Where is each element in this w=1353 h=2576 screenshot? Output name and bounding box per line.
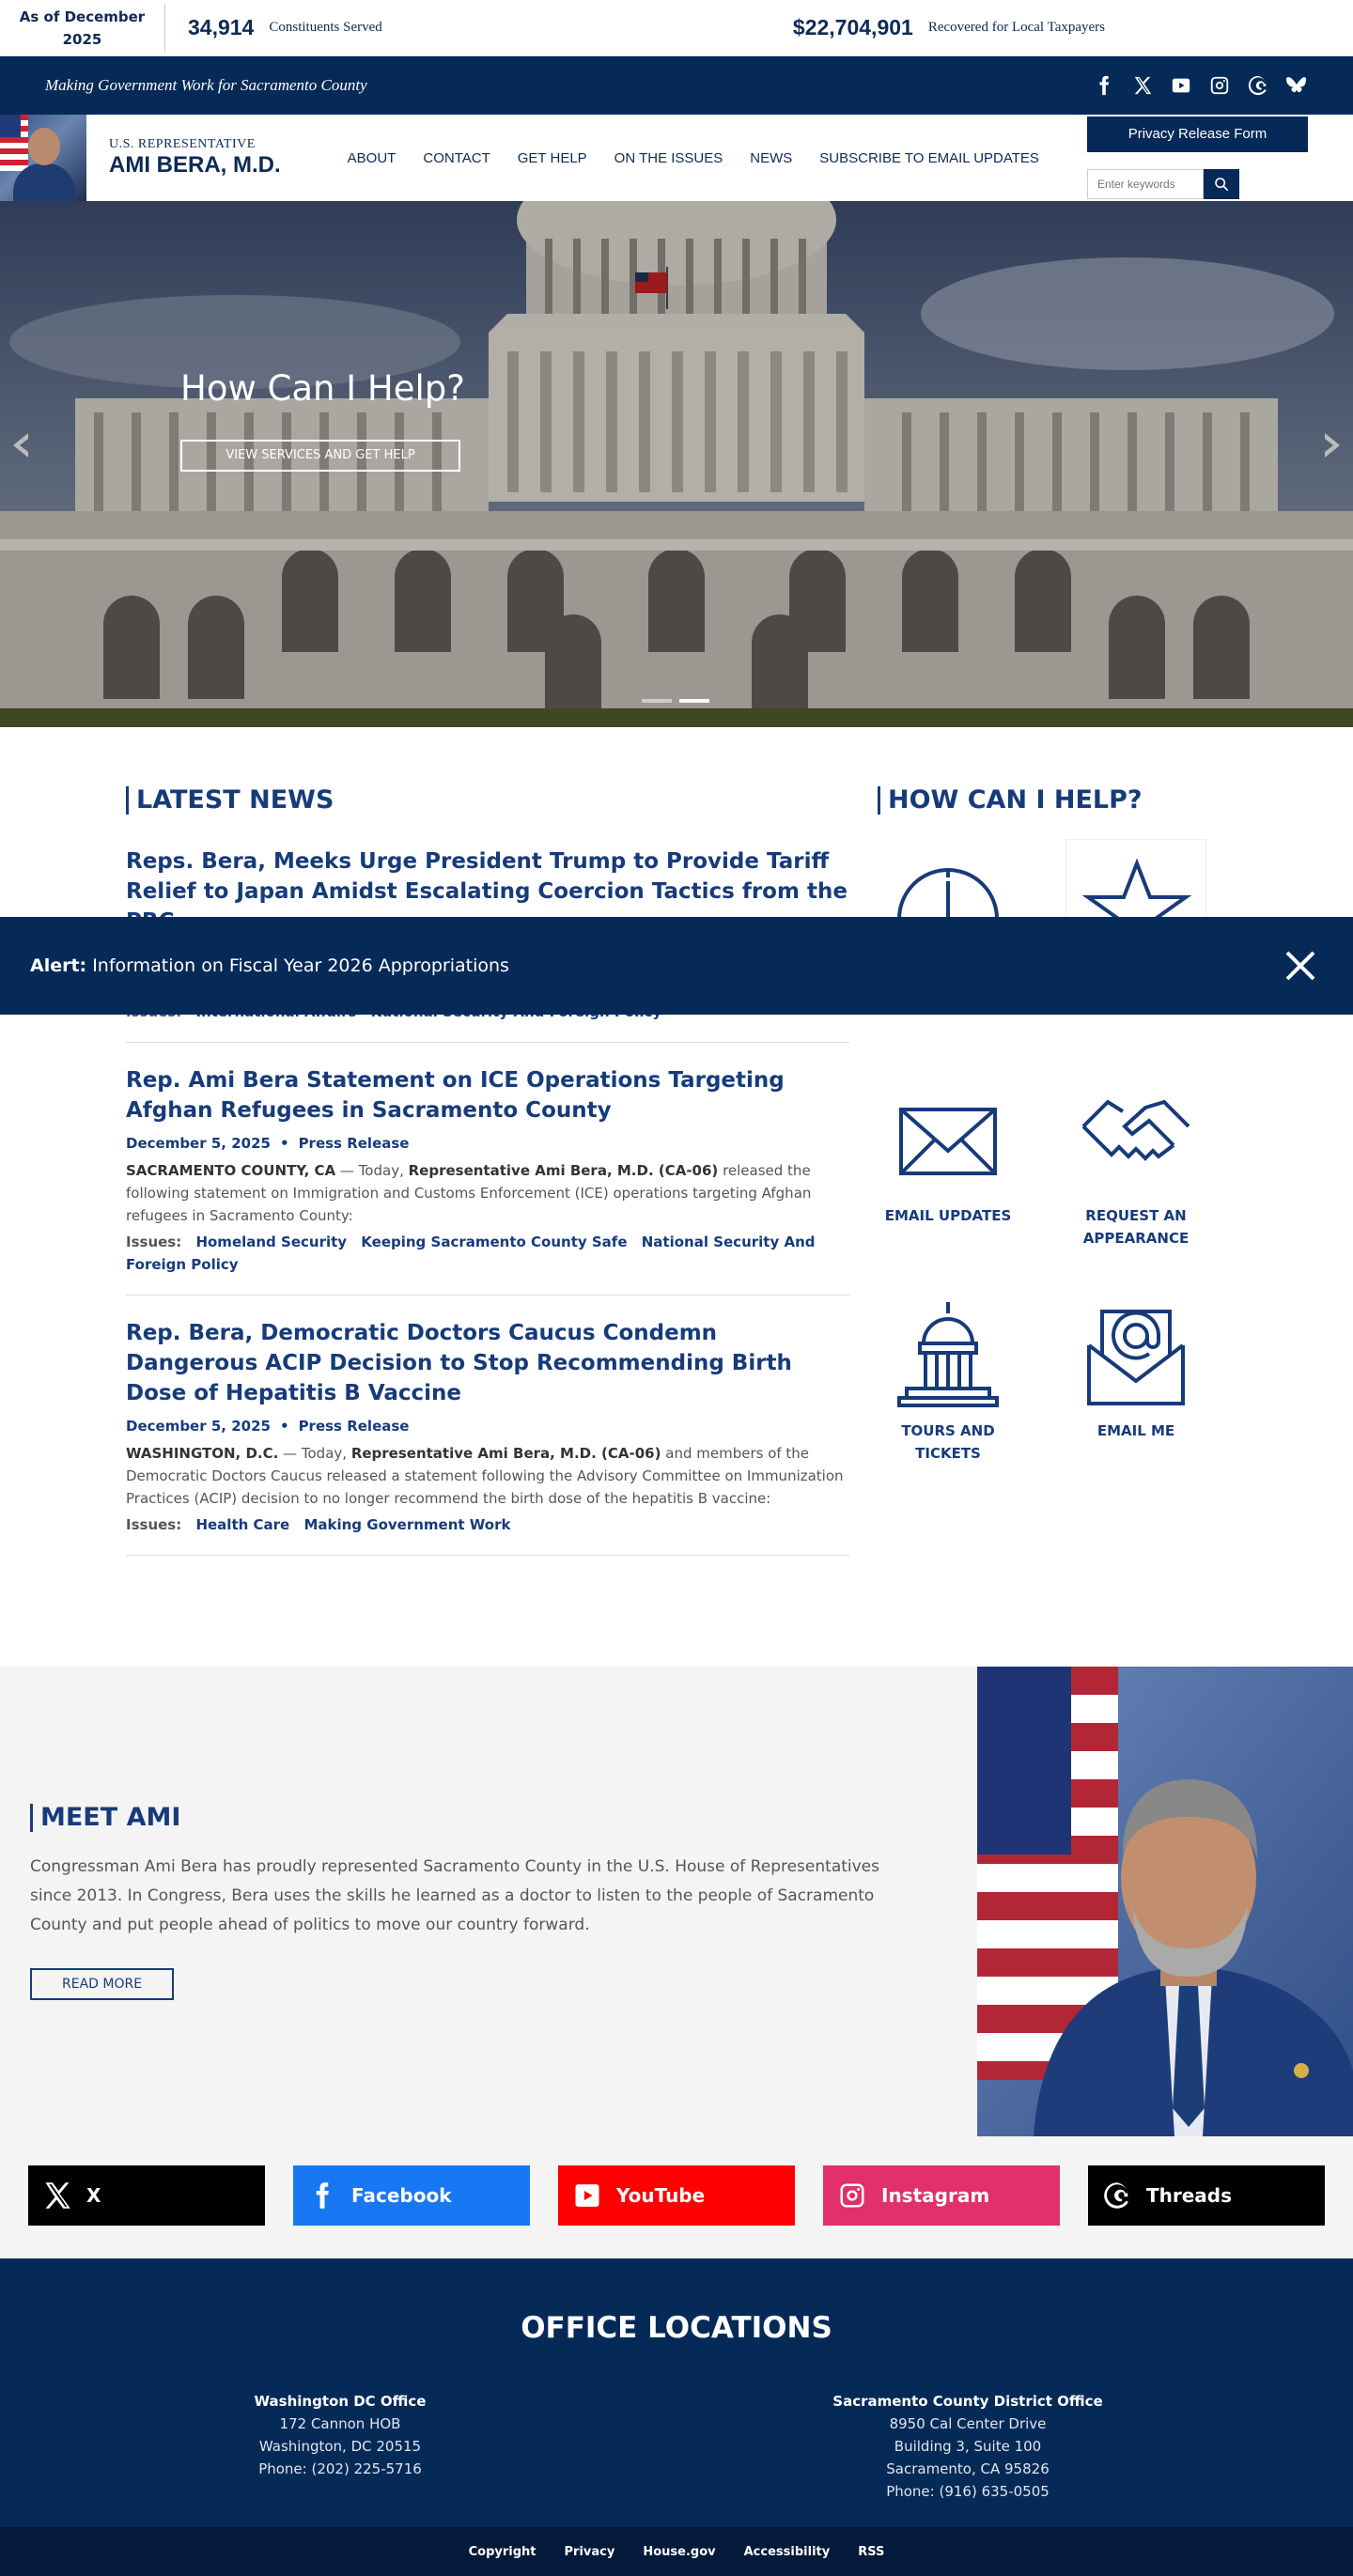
rep-portrait-thumbnail[interactable] [0,115,86,201]
sacramento-office [808,2390,1128,2503]
news-type-link[interactable]: Press Release [298,1418,410,1435]
help-label: TOURS AND TICKETS [901,1422,995,1462]
capitol-dome-icon [892,1298,1004,1411]
news-date: December 5, 2025 [126,1418,271,1435]
youtube-icon[interactable] [1170,74,1192,97]
facebook-button-label: Facebook [351,2184,452,2207]
alert-prefix: Alert: [30,955,87,976]
constituents-served-stat [188,15,382,40]
issue-tag[interactable]: National Security And Foreign Policy [126,1234,816,1273]
hero-title: How Can I Help? [180,368,465,409]
youtube-button-label: YouTube [616,2184,706,2207]
news-rep-name: Representative Ami Bera, M.D. (CA-06) [408,1162,719,1179]
x-icon[interactable] [1131,74,1154,97]
x-icon [43,2181,71,2210]
office-address: 8950 Cal Center Drive [889,2415,1047,2432]
help-title: HOW CAN I HELP? [878,786,1235,815]
news-title-link[interactable]: Rep. Ami Bera Statement on ICE Operations Targeting Afghan Refugees in Sacramento County [126,1068,785,1123]
carousel-dot-1[interactable] [642,699,672,703]
news-body-pre: — Today, [335,1162,409,1179]
youtube-icon [573,2181,601,2210]
meet-title: MEET AMI [30,1804,913,1832]
threads-icon[interactable] [1247,74,1269,97]
privacy-link[interactable]: Privacy [564,2544,615,2559]
news-body-post: released the following statement on Immigration and Customs Enforcement (ICE) operations targeting Afghan refugees in Sacramento County: [126,1162,812,1224]
social-buttons-bar [0,2136,1353,2258]
email-at-icon [1080,1298,1192,1411]
served-label: Constituents Served [269,20,382,35]
search-input[interactable] [1087,169,1204,199]
nav-right [1087,116,1308,199]
recovered-number: $22,704,901 [792,15,913,39]
help-label: EMAIL UPDATES [884,1207,1012,1224]
nav-about[interactable]: ABOUT [347,149,397,166]
news-date: December 5, 2025 [126,1135,271,1152]
news-item [126,1065,849,1296]
x-button[interactable] [28,2165,265,2226]
news-dateline: SACRAMENTO COUNTY, CA [126,1162,336,1179]
threads-button[interactable] [1088,2165,1325,2226]
rep-portrait-photo [977,1667,1353,2136]
nav-subscribe[interactable]: SUBSCRIBE TO EMAIL UPDATES [819,149,1039,166]
office-address: Washington, DC 20515 [258,2438,422,2455]
help-label: EMAIL ME [1096,1422,1175,1439]
request-appearance-card[interactable] [1065,1069,1206,1249]
news-title-link[interactable]: Rep. Bera, Democratic Doctors Caucus Condemn Dangerous ACIP Decision to Stop Recommending Birth Dose of Hepatitis B Vaccine [126,1321,792,1405]
news-item [126,1318,849,1556]
bullet: • [279,1418,289,1435]
stats-date-line2: 2025 [62,30,102,48]
carousel-prev-arrow-icon[interactable] [9,431,32,459]
news-issues [126,1231,849,1276]
stats-bar [0,0,1353,56]
office-locations-footer [0,2258,1353,2553]
stats-date-line1: As of December [19,8,146,25]
alert-banner [0,917,1353,1015]
rss-link[interactable]: RSS [858,2544,885,2559]
portrait-suit [13,163,75,201]
read-more-button[interactable]: READ MORE [30,1968,174,2000]
news-body-post: and members of the Democratic Doctors Caucus released a statement following the Advisory Committee on Immunization Practices (ACIP) decision to no longer recommend the birth dose of the hepatitis B vaccine: [126,1445,844,1507]
office-address: Sacramento, CA 95826 [886,2460,1050,2477]
search-button[interactable] [1204,169,1239,199]
recovered-stat [793,15,1105,40]
issue-tag[interactable]: Making Government Work [303,1516,511,1533]
email-me-card[interactable] [1065,1284,1206,1442]
handshake-icon [1080,1083,1192,1196]
news-meta [126,1418,849,1435]
tagline-bar [0,56,1353,115]
served-number: 34,914 [188,15,255,39]
alert-text[interactable] [30,955,509,976]
tours-tickets-card[interactable] [878,1284,1019,1465]
meet-ami-section [0,1667,1353,2136]
carousel-next-arrow-icon[interactable] [1321,431,1344,459]
social-icons [1093,74,1308,97]
news-rep-name: Representative Ami Bera, M.D. (CA-06) [350,1445,661,1462]
carousel-dot-2[interactable] [679,699,709,703]
news-body-pre: — Today, [278,1445,351,1462]
latest-news-title: LATEST NEWS [126,786,849,815]
instagram-icon[interactable] [1208,74,1231,97]
search-form [1087,169,1308,199]
privacy-release-button[interactable]: Privacy Release Form [1087,116,1308,152]
nav-contact[interactable]: CONTACT [423,149,490,166]
office-phone: Phone: (916) 635-0505 [886,2483,1050,2500]
meet-text [30,1804,913,2000]
nav-menu [348,150,1039,166]
news-dateline: WASHINGTON, D.C. [126,1445,279,1462]
main-content [0,727,1353,1667]
facebook-icon[interactable] [1093,74,1115,97]
hero-carousel [0,201,1353,727]
house-gov-link[interactable]: House.gov [643,2544,716,2559]
office-phone: Phone: (202) 225-5716 [258,2460,422,2477]
instagram-icon [838,2181,866,2210]
portrait-face [28,128,60,165]
news-summary [126,1159,849,1227]
issues-label: Issues: [126,1516,182,1533]
recovered-label: Recovered for Local Taxpayers [927,20,1105,35]
email-updates-card[interactable] [878,1069,1019,1227]
facebook-icon [308,2181,336,2210]
flag-canton [0,115,21,137]
bottom-links-bar [0,2527,1353,2576]
news-meta [126,1135,849,1152]
logo-title: AMI BERA, M.D. [109,152,281,178]
tagline: Making Government Work for Sacramento County [45,76,367,94]
accessibility-link[interactable]: Accessibility [743,2544,831,2559]
nav-news[interactable]: NEWS [750,149,793,166]
logo-subtitle: U.S. REPRESENTATIVE [109,137,256,151]
search-icon [1214,177,1229,192]
news-summary [126,1442,849,1510]
bullet: • [279,1135,289,1152]
office-name: Sacramento County District Office [832,2393,1103,2410]
news-issues [126,1513,849,1536]
bluesky-icon[interactable] [1285,74,1308,97]
how-can-i-help-section [878,785,1235,1462]
issue-tag[interactable]: Health Care [195,1516,290,1533]
threads-button-label: Threads [1146,2184,1233,2207]
office-address: 172 Cannon HOB [279,2415,401,2432]
threads-icon [1103,2181,1131,2210]
news-title-link[interactable]: Reps. Bera, Meeks Urge President Trump to Provide Tariff Relief to Japan Amidst Escalating Coercion Tactics from the [126,849,848,904]
site-logo[interactable] [109,137,281,178]
view-services-button[interactable]: VIEW SERVICES AND GET HELP [180,440,460,472]
stats-date [0,4,165,53]
facebook-button[interactable] [293,2165,530,2226]
office-locations-title: OFFICE LOCATIONS [521,2311,832,2345]
alert-message: Information on Fiscal Year 2026 Appropriations [86,955,509,976]
instagram-button-label: Instagram [881,2184,990,2207]
instagram-button[interactable] [823,2165,1060,2226]
issue-tag[interactable]: Keeping Sacramento County Safe [361,1234,628,1250]
nav-on-the-issues[interactable]: ON THE ISSUES [614,149,723,166]
youtube-button[interactable] [558,2165,795,2226]
help-label: REQUEST AN APPEARANCE [1082,1207,1190,1247]
issue-tag[interactable]: Homeland Security [195,1234,348,1250]
copyright-link[interactable]: Copyright [468,2544,537,2559]
dc-office [199,2390,481,2480]
carousel-dots [642,699,709,703]
latest-news-section [126,786,849,1578]
meet-body: Congressman Ami Bera has proudly represented Sacramento County in the U.S. House of Representatives since 2013. In Congress, Bera uses the skills he learned as a doctor to listen to the people of Sacramento County and put people ahead of politics to move our country forward. [30,1857,879,1934]
office-name: Washington DC Office [254,2393,427,2410]
envelope-icon [892,1083,1004,1196]
office-address: Building 3, Suite 100 [894,2438,1042,2455]
issues-label: Issues: [126,1234,182,1250]
x-button-label: X [86,2184,101,2207]
nav-get-help[interactable]: GET HELP [517,149,587,166]
close-icon[interactable] [1283,949,1317,983]
main-nav [0,115,1353,201]
news-type-link[interactable]: Press Release [298,1135,410,1152]
